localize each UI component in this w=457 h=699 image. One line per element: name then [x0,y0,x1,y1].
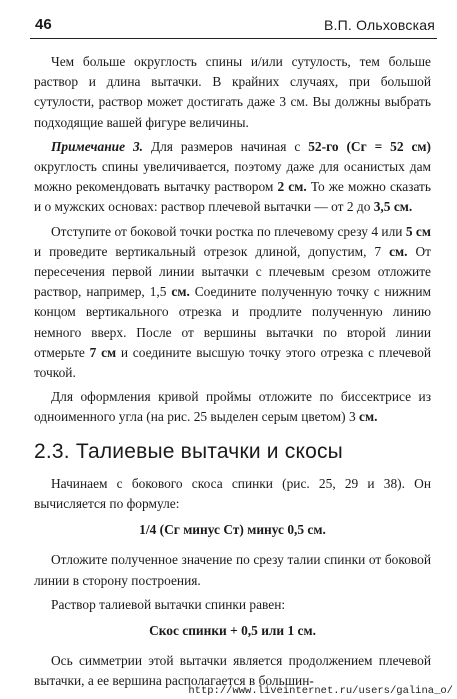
formula: Скос спинки + 0,5 или 1 см. [149,623,316,639]
paragraph: Начинаем с бокового скоса спинки (рис. 25, 29 и 38). Он вычисляется по формуле: [34,475,431,512]
watermark-url: http://www.liveinternet.ru/users/galina_o/ [188,685,453,697]
section-heading: 2.3. Талиевые вытачки и скосы [34,439,343,463]
header-rule [30,38,437,39]
paragraph: Отступите от боковой точки ростка по плечевому срезу 4 или 5 см и проведите вертикальный отрезок длиной, допустим, 7 см. От пересечения первой линии вытачки с плечевым срезом отложите раствор, например, 1,5 см. Соедините полученную точку с нижним концом вертикального отрезка и продлите полученную линию немного вверх. После от вершины вытачки по второй линии отмерьте 7 см и соедините высшую точку этого отрезка с плечевой точкой. [34,223,432,381]
paragraph: Чем больше округлость спины и/или сутулость, тем больше раствор и длина вытачки. В крайних случаях, при большой сутулости, раствор может достигать даже 3 см. Вы должны выбрать подходящие вашей фигуре величины. [34,54,431,130]
paragraph: Отложите полученное значение по срезу талии спинки от боковой линии в сторону построения. [34,552,431,588]
paragraph: Раствор талиевой вытачки спинки равен: [51,596,286,612]
paragraph: Для оформления кривой проймы отложите по биссектрисе из одноименного угла (на рис. 25 выделен серым цветом) 3 см. [34,389,431,425]
formula: 1/4 (Сг минус Ст) минус 0,5 см. [139,522,326,538]
page-header [30,14,437,40]
page-number: 46 [35,16,52,33]
note-paragraph: Примечание 3. Для размеров начиная с 52-го (Сг = 52 см) округлость спины увеличивается, поэтому даже для осанистых дам можно рекомендовать вытачку раствором 2 см. То же можно сказать и о мужских основах: раствор плечевой вытачки — от 2 до 3,5 см. [34,138,432,215]
note-label: Примечание 3. [51,138,144,154]
page-body [34,52,431,696]
paragraph: Ось симметрии этой вытачки является продолжением плечевой вытачки, а ее вершина располагается в большин- [34,653,431,689]
running-head-author: В.П. Ольховская [324,17,435,33]
